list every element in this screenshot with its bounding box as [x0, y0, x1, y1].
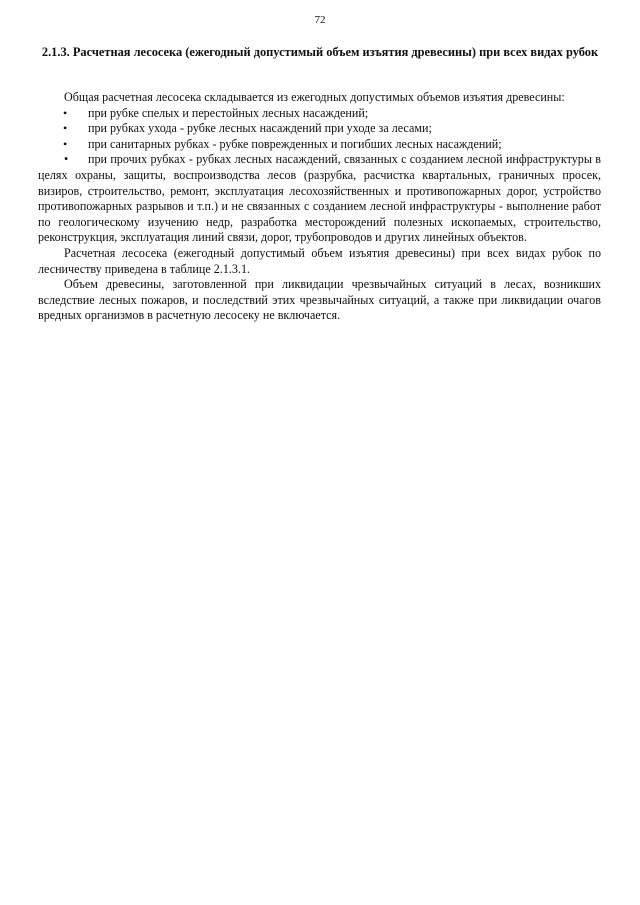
bullet-icon: • — [64, 152, 69, 167]
document-body — [38, 90, 601, 324]
intro-paragraph: Общая расчетная лесосека складывается из ежегодных допустимых объемов изъятия древесины: — [64, 90, 565, 104]
list-item-text: при рубке спелых и перестойных лесных насаждений; — [88, 105, 369, 120]
list-item — [38, 121, 601, 137]
list-item — [38, 152, 601, 246]
bullet-icon: • — [63, 136, 68, 151]
bullet-list — [38, 106, 601, 153]
page-number: 72 — [314, 14, 326, 26]
list-item — [38, 137, 601, 153]
list-item-text: при санитарных рубках - рубке поврежденных и погибших лесных насаждений; — [88, 136, 502, 151]
bullet-icon: • — [63, 121, 68, 136]
paragraph: Объем древесины, заготовленной при ликвидации чрезвычайных ситуаций в лесах, возникших вследствие лесных пожаров, и последствий этих чрезвычайных ситуаций, а также при ликвидации очагов вредных организмов в расчетную лесосеку не включается. — [38, 277, 601, 323]
paragraph: Расчетная лесосека (ежегодный допустимый объем изъятия древесины) при всех видах рубок по лесничеству приведена в таблице 2.1.3.1. — [38, 245, 601, 276]
list-item-text: при прочих рубках - рубках лесных насаждений, связанных с созданием лесной инфраструктуры в целях охраны, защиты, воспроизводства лесов (разрубка, расчистка квартальных, граничных просек, визиров, строительство, ремонт, эксплуатация лесохозяйственных и противопожарных дорог, устройство противопожарных разрывов и т.п.) и не связанных с созданием лесной инфраструктуры - выполнение работ по геологическому изучению недр, разработка месторождений полезных ископаемых, строительство, реконструкция, эксплуатация линий связи, дорог, трубопроводов и других линейных объектов. — [38, 152, 601, 245]
bullet-icon: • — [63, 105, 68, 120]
section-title: 2.1.3. Расчетная лесосека (ежегодный допустимый объем изъятия древесины) при всех видах рубок — [41, 45, 599, 59]
list-item — [38, 106, 601, 122]
list-item-text: при рубках ухода - рубке лесных насаждений при уходе за лесами; — [88, 121, 432, 136]
